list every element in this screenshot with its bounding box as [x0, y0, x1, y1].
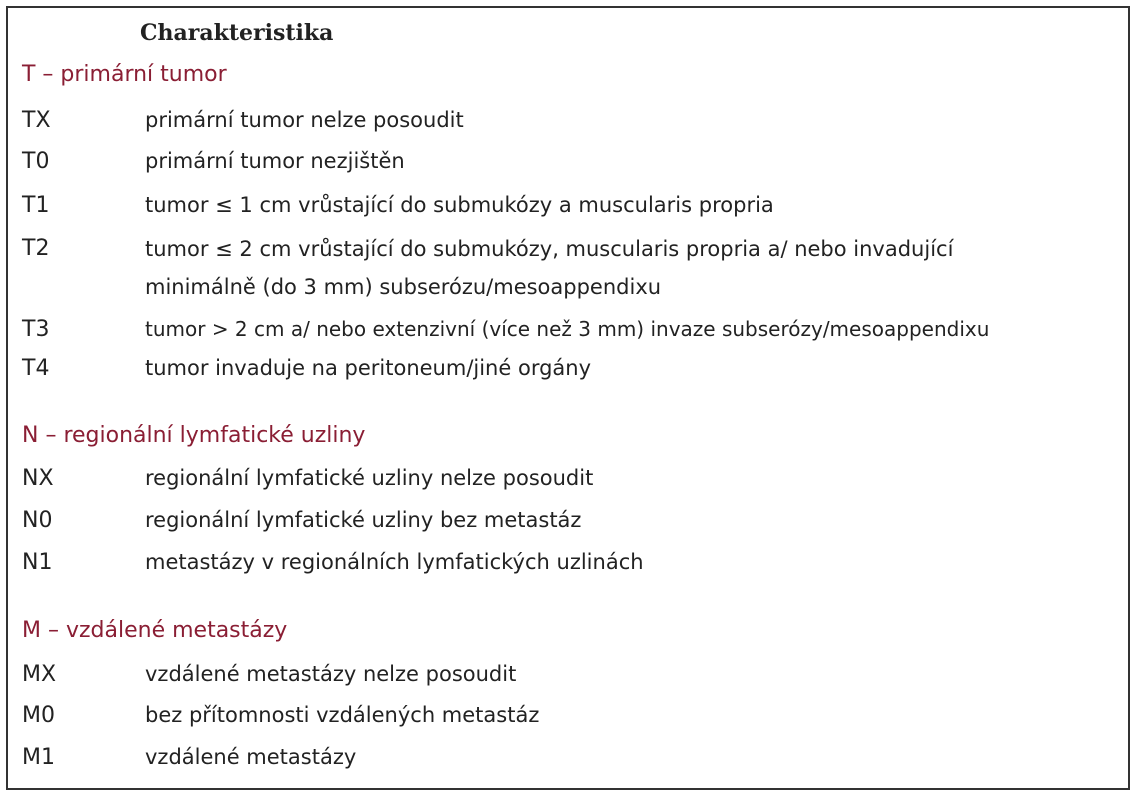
row-code: T4 — [22, 356, 50, 381]
row-code: MX — [22, 662, 57, 687]
table-header: Charakteristika — [140, 20, 334, 46]
row-description: regionální lymfatické uzliny bez metastáz — [145, 508, 582, 532]
row-code: TX — [22, 108, 51, 133]
row-description: tumor ≤ 1 cm vrůstající do submukózy a muscularis propria — [145, 193, 774, 217]
row-description: tumor > 2 cm a/ nebo extenzivní (více než 3 mm) invaze subserózy/mesoappendixu — [145, 317, 990, 341]
row-description: primární tumor nelze posoudit — [145, 108, 464, 132]
row-code: M0 — [22, 703, 55, 728]
section-title-n: N – regionální lymfatické uzliny — [22, 423, 366, 448]
section-title-t: T – primární tumor — [22, 62, 227, 87]
row-code: N1 — [22, 550, 53, 575]
row-code: M1 — [22, 745, 55, 770]
row-code: N0 — [22, 508, 53, 533]
section-title-m: M – vzdálené metastázy — [22, 618, 288, 643]
row-description: primární tumor nezjištěn — [145, 149, 405, 173]
row-description: bez přítomnosti vzdálených metastáz — [145, 703, 540, 727]
row-description: metastázy v regionálních lymfatických uzlinách — [145, 550, 644, 574]
row-code: T1 — [22, 193, 50, 218]
row-code: NX — [22, 466, 54, 491]
row-description: tumor invaduje na peritoneum/jiné orgány — [145, 356, 592, 380]
row-code: T0 — [22, 149, 50, 174]
row-code: T2 — [22, 236, 50, 261]
row-description: vzdálené metastázy nelze posoudit — [145, 662, 517, 686]
row-description: tumor ≤ 2 cm vrůstající do submukózy, muscularis propria a/ nebo invadující minimálně (do 3 mm) subserózu/mesoappendixu — [145, 237, 954, 299]
row-code: T3 — [22, 317, 50, 342]
row-description: regionální lymfatické uzliny nelze posoudit — [145, 466, 594, 490]
row-description: vzdálené metastázy — [145, 745, 357, 769]
